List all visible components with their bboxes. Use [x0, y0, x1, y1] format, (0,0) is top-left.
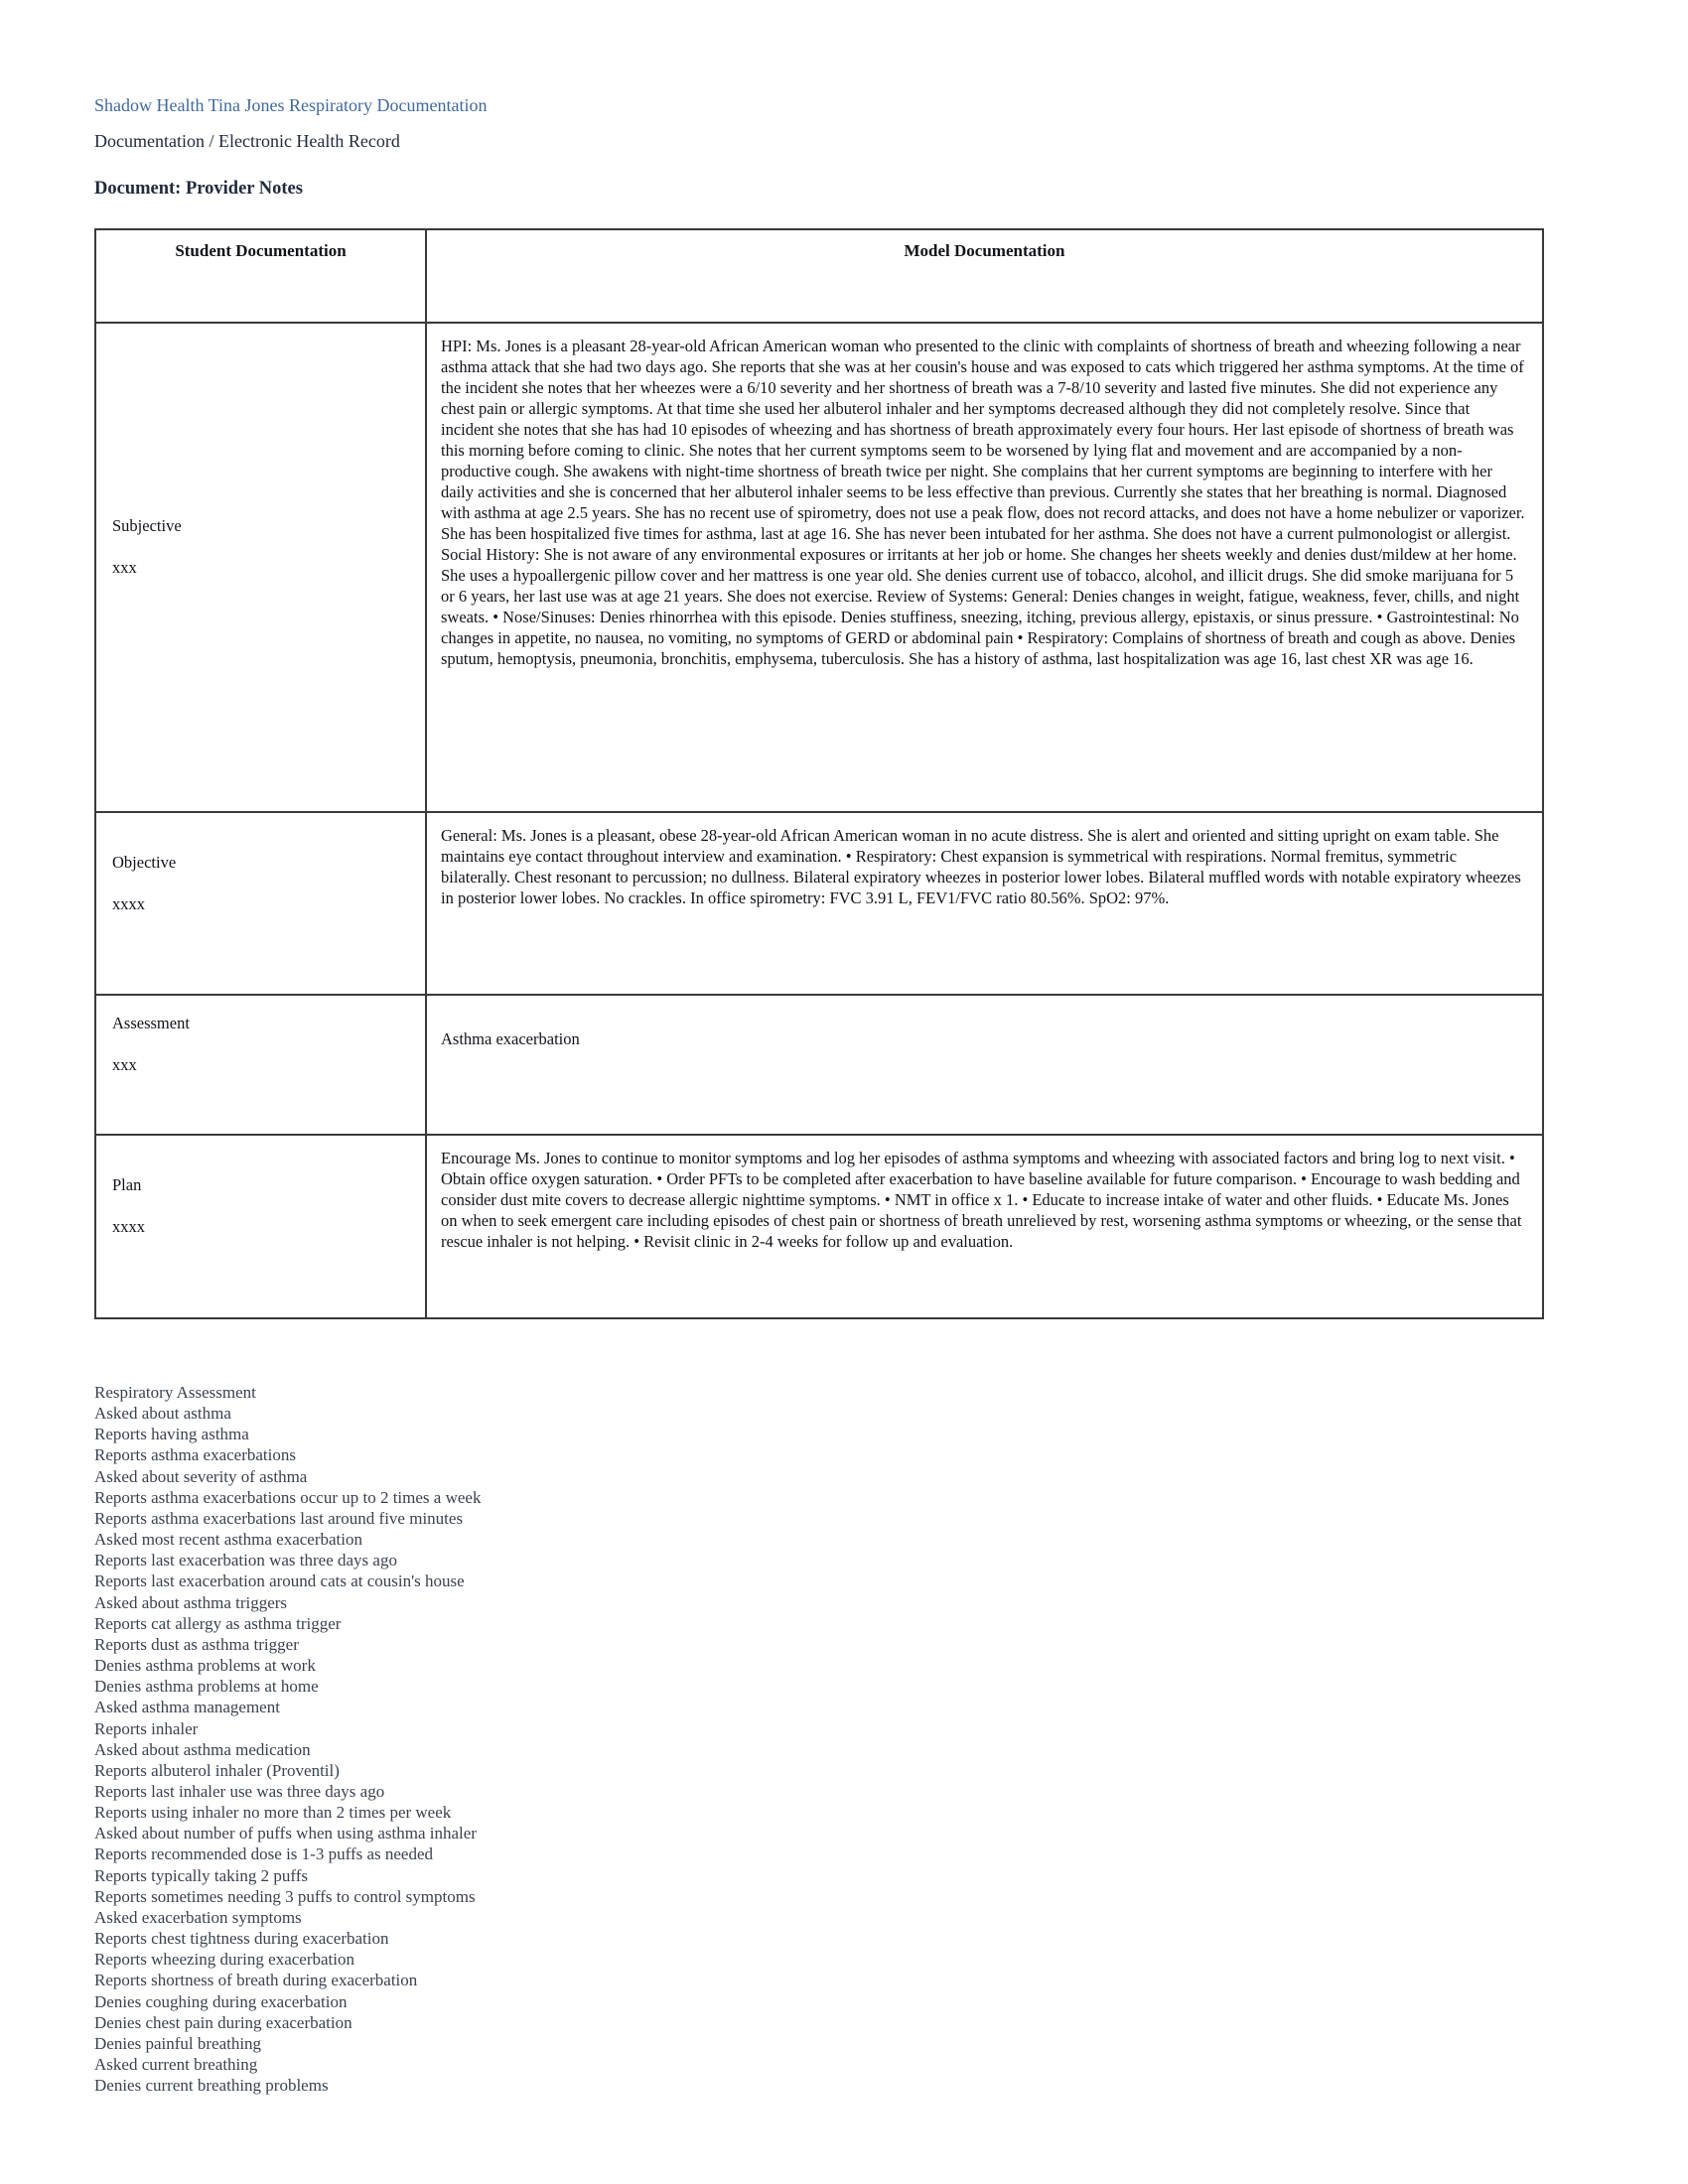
interview-log-item: Denies current breathing problems — [94, 2076, 329, 2096]
interview-log-item: Reports recommended dose is 1-3 puffs as needed — [94, 1844, 434, 1864]
student-entry-assessment: xxx — [112, 1055, 137, 1074]
document-heading: Document: Provider Notes — [94, 179, 303, 199]
table-row-subjective — [95, 323, 1543, 812]
provider-notes-table — [94, 228, 1544, 1319]
model-documentation-plan: Encourage Ms. Jones to continue to monitor symptoms and log her episodes of asthma symptoms and wheezing with associated factors and bring log to next visit. • Obtain office oxygen saturation. • Order PFTs to be completed after exacerbation to have baseline available for future comparison. • Encourage to wash bedding and consider dust mite covers to decrease allergic nighttime symptoms. • NMT in office x 1. • Educate to increase intake of water and other fluids. • Educate Ms. Jones on when to seek emergent care including episodes of chest pain or shortness of breath unrelieved by rest, worsening asthma symptoms or wheezing, or the sense that rescue inhaler is not helping. • Revisit clinic in 2-4 weeks for follow up and evaluation. — [426, 1135, 1543, 1318]
interview-log-item: Asked about number of puffs when using asthma inhaler — [94, 1824, 477, 1843]
interview-log-item: Reports typically taking 2 puffs — [94, 1865, 308, 1885]
interview-log-item: Reports having asthma — [94, 1425, 249, 1444]
interview-log-item: Reports wheezing during exacerbation — [94, 1950, 354, 1970]
subjective-section-cell — [95, 323, 426, 812]
document-title-link[interactable]: Shadow Health Tina Jones Respiratory Documentation — [94, 95, 488, 115]
plan-section-cell — [95, 1135, 426, 1318]
table-row-plan — [95, 1135, 1543, 1318]
interview-log-item: Asked about severity of asthma — [94, 1466, 308, 1486]
student-entry-plan: xxxx — [112, 1217, 145, 1236]
objective-section-cell — [95, 812, 426, 995]
interview-log-item: Reports last exacerbation around cats at cousin's house — [94, 1571, 465, 1591]
breadcrumb: Documentation / Electronic Health Record — [94, 131, 400, 151]
interview-log-item: Reports inhaler — [94, 1718, 199, 1738]
section-label-assessment: Assessment — [112, 1014, 190, 1032]
interview-log-item: Denies coughing during exacerbation — [94, 1991, 348, 2011]
interview-log-item: Asked current breathing — [94, 2055, 258, 2074]
model-documentation-subjective: HPI: Ms. Jones is a pleasant 28-year-old African American woman who presented to the clinic with complaints of shortness of breath and wheezing following a near asthma attack that she had two days ago. She reports that she was at her cousin's house and was exposed to cats which triggered her asthma symptoms. At the time of the incident she notes that her wheezes were a 6/10 severity and her shortness of breath was a 7-8/10 severity and lasted five minutes. She did not experience any chest pain or allergic symptoms. At that time she used her albuterol inhaler and her symptoms decreased although they did not completely resolve. Since that incident she notes that she has had 10 episodes of wheezing and has shortness of breath approximately every four hours. Her last episode of shortness of breath was this morning before coming to clinic. She notes that her current symptoms seem to be worsened by lying flat and movement and are accompanied by a non-productive cough. She awakens with night-time shortness of breath twice per night. She complains that her current symptoms are beginning to interfere with her daily activities and she is concerned that her albuterol inhaler seems to be less effective than previous. Currently she states that her breathing is normal. Diagnosed with asthma at age 2.5 years. She has no recent use of spirometry, does not use a peak flow, does not record attacks, and does not have a home nebulizer or vaporizer. She has been hospitalized five times for asthma, last at age 16. She has never been intubated for her asthma. She does not have a current pulmonologist or allergist. Social History: She is not aware of any environmental exposures or irritants at her job or home. She changes her sheets weekly and denies dust/mildew at her home. She uses a hypoallergenic pillow cover and her mattress is one year old. She denies current use of tobacco, alcohol, and illicit drugs. She did smoke marijuana for 5 or 6 years, her last use was at age 21 years. She does not exercise. Review of Systems: General: Denies changes in weight, fatigue, weakness, fever, chills, and night sweats. • Nose/Sinuses: Denies rhinorrhea with this episode. Denies stuffiness, sneezing, itching, previous allergy, epistaxis, or sinus pressure. • Gastrointestinal: No changes in appetite, no nausea, no vomiting, no symptoms of GERD or abdominal pain • Respiratory: Complains of shortness of breath and cough as above. Denies sputum, hemoptysis, pneumonia, bronchitis, emphysema, tuberculosis. She has a history of asthma, last hospitalization was age 16, last chest XR was age 16. — [426, 323, 1543, 812]
interview-log-item: Reports sometimes needing 3 puffs to control symptoms — [94, 1886, 476, 1906]
column-header-student: Student Documentation — [95, 229, 426, 323]
interview-log-item: Reports shortness of breath during exacerbation — [94, 1971, 418, 1990]
interview-log-item: Reports chest tightness during exacerbation — [94, 1929, 389, 1949]
interview-log-item: Respiratory Assessment — [94, 1383, 256, 1402]
interview-log-item: Asked about asthma medication — [94, 1739, 311, 1759]
table-row-assessment — [95, 995, 1543, 1135]
section-label-subjective: Subjective — [112, 516, 182, 535]
model-documentation-objective: General: Ms. Jones is a pleasant, obese 28-year-old African American woman in no acute distress. She is alert and oriented and sitting upright on exam table. She maintains eye contact throughout interview and examination. • Respiratory: Chest expansion is symmetrical with respirations. Normal fremitus, symmetric bilaterally. Chest resonant to percussion; no dullness. Bilateral expiratory wheezes in posterior lower lobes. Bilateral muffled words with notable expiratory wheezes in posterior lower lobes. No crackles. In office spirometry: FVC 3.91 L, FEV1/FVC ratio 80.56%. SpO2: 97%. — [426, 812, 1543, 995]
table-row-objective — [95, 812, 1543, 995]
interview-log-item: Asked most recent asthma exacerbation — [94, 1530, 363, 1550]
interview-log-item: Denies asthma problems at home — [94, 1677, 319, 1697]
interview-log-item: Reports last exacerbation was three days ago — [94, 1551, 397, 1570]
student-entry-objective: xxxx — [112, 893, 145, 913]
interview-log-item: Reports asthma exacerbations last around five minutes — [94, 1508, 464, 1528]
table-header-row — [95, 229, 1543, 323]
interview-log-item: Reports last inhaler use was three days ago — [94, 1781, 385, 1801]
student-entry-subjective: xxx — [112, 558, 137, 577]
interview-log-item: Asked asthma management — [94, 1698, 280, 1717]
interview-log-item: Denies chest pain during exacerbation — [94, 2012, 352, 2032]
interview-log-item: Denies asthma problems at work — [94, 1656, 316, 1676]
interview-log-item: Reports using inhaler no more than 2 times per week — [94, 1803, 452, 1823]
column-header-model: Model Documentation — [426, 229, 1543, 323]
interview-log-item: Reports cat allergy as asthma trigger — [94, 1613, 342, 1633]
interview-log-item: Asked about asthma triggers — [94, 1592, 288, 1612]
assessment-section-cell — [95, 995, 426, 1135]
interview-log-item: Asked about asthma — [94, 1404, 231, 1424]
interview-log-item: Reports asthma exacerbations occur up to 2 times a week — [94, 1487, 482, 1507]
section-label-plan: Plan — [112, 1175, 142, 1194]
interview-log-item: Asked exacerbation symptoms — [94, 1907, 302, 1927]
interview-log-item: Reports albuterol inhaler (Proventil) — [94, 1760, 340, 1780]
model-documentation-assessment: Asthma exacerbation — [426, 995, 1543, 1135]
interview-log — [94, 1382, 1688, 2096]
interview-log-item: Reports asthma exacerbations — [94, 1445, 296, 1465]
interview-log-item: Denies painful breathing — [94, 2033, 262, 2053]
interview-log-item: Reports dust as asthma trigger — [94, 1634, 299, 1654]
section-label-objective: Objective — [112, 852, 177, 872]
